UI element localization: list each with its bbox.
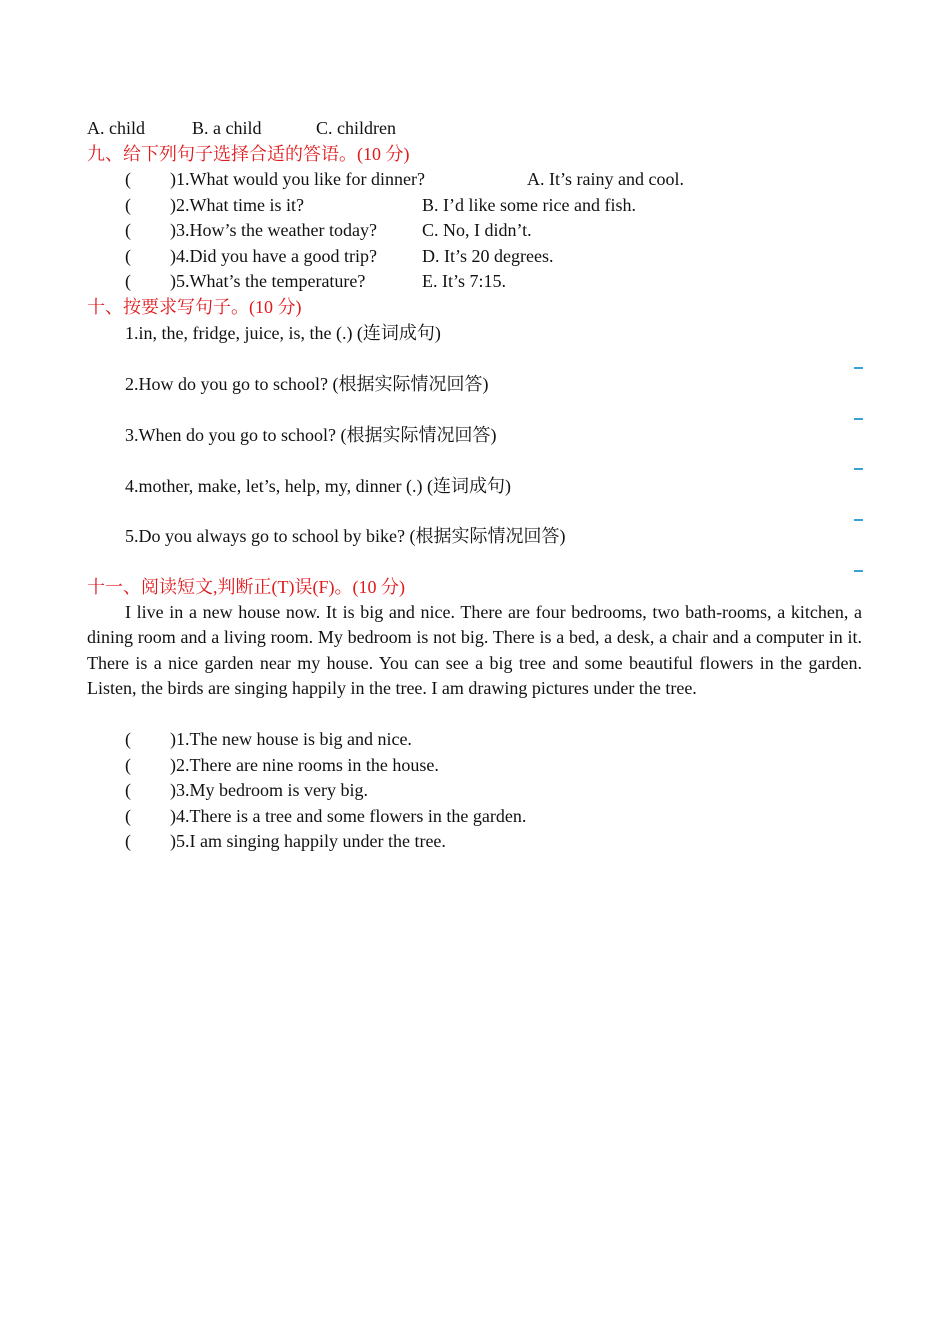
option-c: C. children: [316, 118, 396, 138]
statement-5: )5.I am singing happily under the tree.: [170, 831, 446, 851]
answer-line-mark: [854, 418, 863, 420]
option-b: B. a child: [192, 118, 262, 138]
answer-paren: (: [125, 755, 131, 775]
answer-line-mark: [854, 468, 863, 470]
answer-e: E. It’s 7:15.: [422, 271, 506, 291]
answer-paren: (: [125, 729, 131, 749]
section10-item-4: 4.mother, make, let’s, help, my, dinner (.) (连词成句): [125, 476, 512, 496]
answer-paren: (: [125, 271, 131, 291]
statement-2: )2.There are nine rooms in the house.: [170, 755, 439, 775]
answer-d: D. It’s 20 degrees.: [422, 246, 554, 266]
reading-passage: I live in a new house now. It is big and nice. There are four bedrooms, two bath-rooms, a kitchen, a dining room and a living room. My bedroom is not big. There is a bed, a desk, a chair and a computer in it. There is a nice garden near my house. You can see a big tree and some beautiful flowers in the garden. Listen, the birds are singing happily in the tree. I am drawing pictures under the tree.: [87, 602, 862, 699]
section11-title: 十一、阅读短文,判断正(T)误(F)。(10 分): [87, 577, 405, 597]
question-1: )1.What would you like for dinner?: [170, 169, 425, 189]
answer-line-mark: [854, 367, 863, 369]
answer-paren: (: [125, 169, 131, 189]
answer-paren: (: [125, 220, 131, 240]
answer-paren: (: [125, 195, 131, 215]
section10-item-2: 2.How do you go to school? (根据实际情况回答): [125, 374, 489, 394]
question-3: )3.How’s the weather today?: [170, 220, 377, 240]
answer-line-mark: [854, 519, 863, 521]
statement-4: )4.There is a tree and some flowers in the garden.: [170, 806, 527, 826]
section10-item-3: 3.When do you go to school? (根据实际情况回答): [125, 425, 497, 445]
question-4: )4.Did you have a good trip?: [170, 246, 377, 266]
section10-item-5: 5.Do you always go to school by bike? (根据实际情况回答): [125, 526, 566, 546]
section10-item-1: 1.in, the, fridge, juice, is, the (.) (连词成句): [125, 323, 441, 343]
section10-title: 十、按要求写句子。(10 分): [87, 297, 302, 317]
statement-1: )1.The new house is big and nice.: [170, 729, 412, 749]
answer-paren: (: [125, 831, 131, 851]
question-2: )2.What time is it?: [170, 195, 304, 215]
answer-c: C. No, I didn’t.: [422, 220, 532, 240]
answer-a: A. It’s rainy and cool.: [527, 169, 684, 189]
option-a: A. child: [87, 118, 145, 138]
statement-3: )3.My bedroom is very big.: [170, 780, 368, 800]
answer-paren: (: [125, 246, 131, 266]
answer-paren: (: [125, 780, 131, 800]
section9-title: 九、给下列句子选择合适的答语。(10 分): [87, 144, 410, 164]
answer-line-mark: [854, 570, 863, 572]
answer-b: B. I’d like some rice and fish.: [422, 195, 636, 215]
question-5: )5.What’s the temperature?: [170, 271, 366, 291]
answer-paren: (: [125, 806, 131, 826]
